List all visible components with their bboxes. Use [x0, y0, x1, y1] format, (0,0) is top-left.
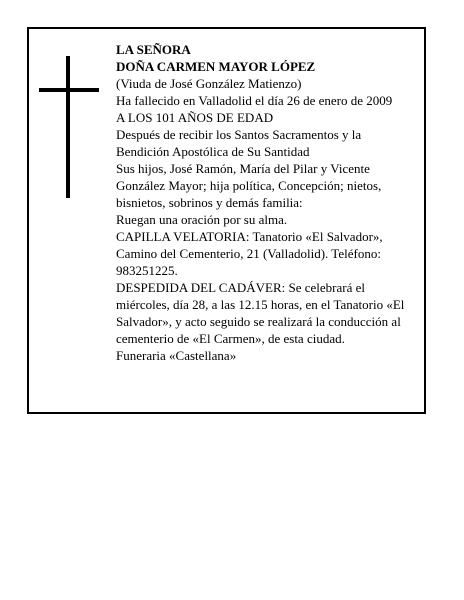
- age-line: A LOS 101 AÑOS DE EDAD: [116, 110, 274, 125]
- cross-vertical-bar: [66, 56, 70, 198]
- widow-line: (Viuda de José González Matienzo): [116, 76, 302, 91]
- chapel-paragraph: CAPILLA VELATORIA: Tanatorio «El Salvador», Camino del Cementerio, 21 (Valladolid). Teléfono: 983251225.: [116, 229, 383, 278]
- deceased-name: DOÑA CARMEN MAYOR LÓPEZ: [116, 59, 316, 74]
- latin-cross-icon: [39, 56, 99, 198]
- sacraments-paragraph: Después de recibir los Santos Sacramentos y la Bendición Apostólica de Su Santidad: [116, 127, 362, 159]
- obituary-text: [116, 41, 416, 364]
- funeral-paragraph: DESPEDIDA DEL CADÁVER: Se celebrará el miércoles, día 28, a las 12.15 horas, en el Tanatorio «El Salvador», y acto seguido se realizará la conducción al cementerio de «El Carmen», de esta ciudad.: [116, 280, 405, 346]
- obituary-frame: [27, 27, 426, 414]
- funeral-home: Funeraria «Castellana»: [116, 348, 237, 363]
- prayer-line: Ruegan una oración por su alma.: [116, 212, 288, 227]
- cross-horizontal-bar: [39, 88, 99, 92]
- family-paragraph: Sus hijos, José Ramón, María del Pilar y Vicente González Mayor; hija política, Concepción; nietos, bisnietos, sobrinos y demás familia:: [116, 161, 382, 210]
- death-line: Ha fallecido en Valladolid el día 26 de enero de 2009: [116, 93, 393, 108]
- honorific: LA SEÑORA: [116, 42, 191, 57]
